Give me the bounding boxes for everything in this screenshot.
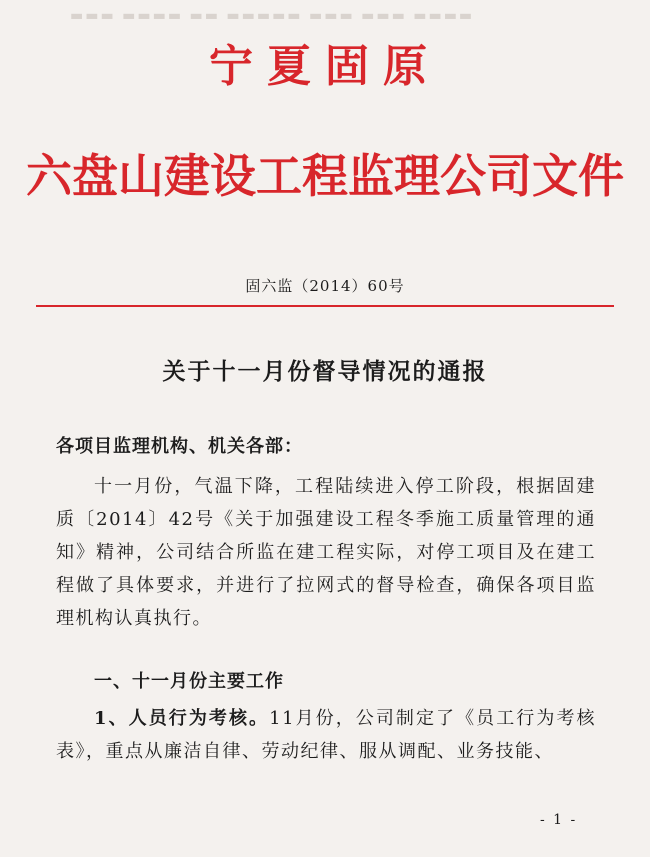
body-paragraph-1: 十一月份，气温下降，工程陆续进入停工阶段，根据固建质〔2014〕42号《关于加强建设工程冬季施工质量管理的通知》精神，公司结合所监在建工程实际，对停工项目及在建工程做了具体要求，并进行了拉网式的督导检查，确保各项目监理机构认真执行。 bbox=[56, 476, 596, 629]
header-red-rule bbox=[36, 305, 614, 307]
header-region: 宁夏固原 bbox=[209, 41, 441, 92]
item-heading: 1、人员行为考核。 bbox=[94, 708, 270, 729]
section-heading-1: 一、十一月份主要工作 bbox=[94, 671, 284, 692]
page-number: - 1 - bbox=[540, 812, 578, 828]
header-company-document: 六盘山建设工程监理公司文件 bbox=[26, 149, 624, 203]
body-paragraph-2 bbox=[56, 702, 596, 768]
addressee: 各项目监理机构、机关各部： bbox=[56, 436, 303, 457]
bleed-through-texture: ▬▬▬ ▬▬▬▬ ▬▬ ▬▬▬▬▬ ▬▬▬ ▬▬▬ ▬▬▬▬ bbox=[70, 8, 475, 24]
document-title: 关于十一月份督导情况的通报 bbox=[162, 358, 488, 385]
item-text: 11月份，公司制定了《员工行为考核表》，重点从廉洁自律、劳动纪律、服从调配、业务技能、 bbox=[56, 708, 597, 762]
document-number: 固六监（2014）60号 bbox=[245, 277, 405, 295]
